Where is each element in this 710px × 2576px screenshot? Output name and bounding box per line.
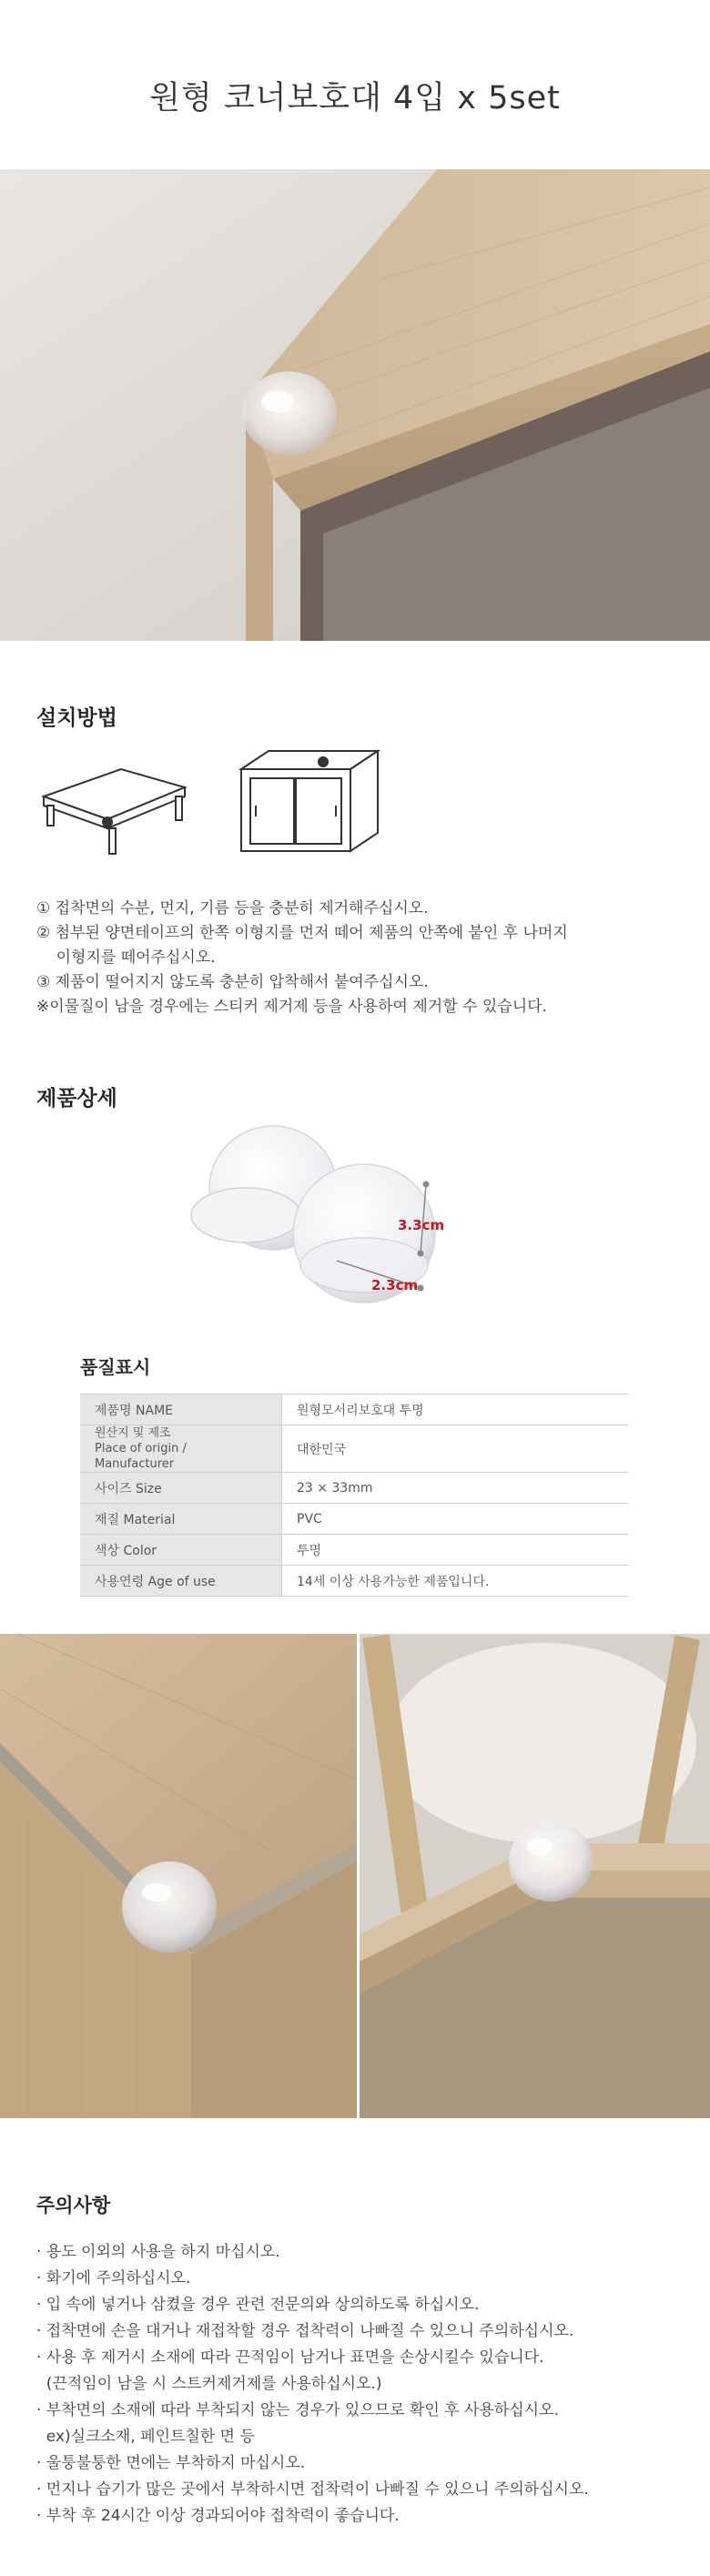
list-item: · 부착 후 24시간 이상 경과되어야 접착력이 좋습니다. [36, 2507, 400, 2525]
install-step: ① 접착면의 수분, 먼지, 기름 등을 충분히 제거해주십시오. [36, 899, 429, 918]
row-value: 투명 [282, 1535, 629, 1566]
list-item: · 부착면의 소재에 따라 부착되지 않는 경우가 있으므로 확인 후 사용하십시오. [36, 2401, 559, 2419]
install-heading: 설치방법 [36, 706, 117, 730]
row-key [80, 1425, 282, 1473]
row-key: 사이즈 Size [80, 1473, 282, 1504]
list-item: · 울퉁불퉁한 면에는 부착하지 마십시오. [36, 2454, 306, 2472]
row-value: PVC [282, 1504, 629, 1535]
install-step: ※이물질이 남을 경우에는 스티커 제거제 등을 사용하여 제거할 수 있습니다. [36, 998, 547, 1016]
detail-heading: 제품상세 [36, 1087, 117, 1111]
cabinet-illustration [232, 742, 387, 860]
row-key-line: Place of origin / Manufacturer [95, 1442, 187, 1471]
row-value: 원형모서리보호대 투명 [282, 1394, 629, 1425]
row-value: 23 × 33mm [282, 1473, 629, 1504]
row-key: 색상 Color [80, 1535, 282, 1566]
install-step: ② 첨부된 양면테이프의 한쪽 이형지를 먼저 떼어 제품의 안쪽에 붙인 후 나머지 [36, 924, 568, 942]
table-row [80, 1504, 628, 1535]
row-key: 재질 Material [80, 1504, 282, 1535]
row-key: 제품명 NAME [80, 1394, 282, 1425]
hero-photo [0, 169, 710, 641]
list-item: · 접착면에 손을 대거나 재접착할 경우 접착력이 나빠질 수 있으니 주의하십시오. [36, 2322, 574, 2340]
row-value: 14세 이상 사용가능한 제품입니다. [282, 1566, 629, 1597]
table-row [80, 1425, 628, 1473]
table-row [80, 1473, 628, 1504]
list-item: ex)실크소재, 페인트칠한 면 등 [36, 2428, 255, 2446]
list-item: · 화기에 주의하십시오. [36, 2269, 191, 2287]
install-step: 이형지를 떼어주십시오. [36, 948, 216, 967]
quality-heading: 품질표시 [80, 1356, 151, 1378]
row-value: 대한민국 [282, 1425, 629, 1473]
list-item: · 사용 후 제거시 소재에 따라 끈적임이 남거나 표면을 손상시킬수 있습니다. [36, 2348, 544, 2367]
usage-photo-table [0, 1634, 357, 2118]
install-steps [36, 897, 692, 1019]
install-step: ③ 제품이 떨어지지 않도록 충분히 압착해서 붙여주십시오. [36, 973, 429, 991]
row-key: 사용연령 Age of use [80, 1566, 282, 1597]
list-item: · 용도 이외의 사용을 하지 마십시오. [36, 2243, 280, 2261]
table-row [80, 1394, 628, 1425]
list-item: · 먼지나 습기가 많은 곳에서 부착하시면 접착력이 나빠질 수 있으니 주의하십시오. [36, 2480, 589, 2499]
table-row [80, 1566, 628, 1597]
table-illustration [35, 742, 198, 860]
table-row [80, 1535, 628, 1566]
list-item: (끈적임이 남을 시 스트커제거제를 사용하십시오.) [36, 2375, 382, 2393]
row-key-line: 원산지 및 제조 [95, 1426, 171, 1440]
dimension-height-label: 3.3cm [398, 1217, 445, 1233]
quality-table [80, 1394, 628, 1597]
product-detail-image [182, 1115, 528, 1315]
page-title: 원형 코너보호대 4입 x 5set [149, 80, 561, 117]
list-item: · 입 속에 넣거나 삼켰을 경우 관련 전문의와 상의하도록 하십시오. [36, 2296, 480, 2314]
dimension-width-label: 2.3cm [371, 1277, 419, 1293]
usage-photo-chair [360, 1634, 710, 2118]
caution-heading: 주의사항 [36, 2195, 111, 2216]
caution-list [36, 2239, 692, 2530]
